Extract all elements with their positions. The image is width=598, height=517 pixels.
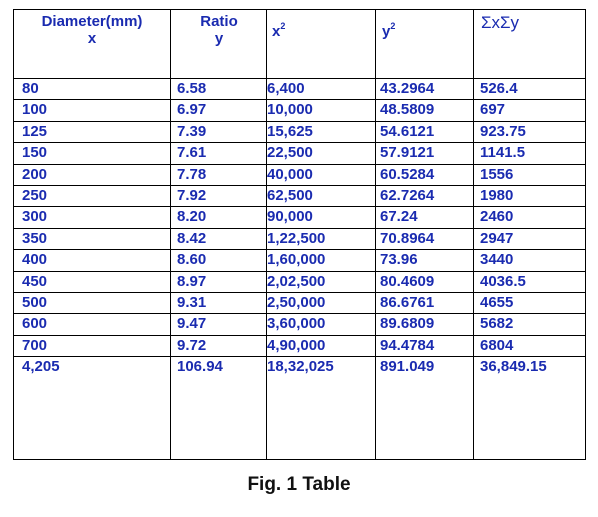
- table-cell: 57.9121: [380, 144, 435, 162]
- row-divider: [14, 335, 585, 336]
- table-cell: 200: [22, 165, 48, 183]
- row-divider: [14, 206, 585, 207]
- row-divider: [14, 292, 585, 293]
- table-cell: 60.5284: [380, 165, 435, 183]
- row-divider: [14, 356, 585, 357]
- total-cell: 18,32,025: [267, 358, 334, 376]
- table-cell: 9.47: [177, 315, 207, 333]
- total-cell: 891.049: [380, 358, 435, 376]
- header-y-squared-base: y: [382, 23, 391, 40]
- table-cell: 7.92: [177, 187, 207, 204]
- row-divider: [14, 99, 585, 100]
- table-cell: 6804: [480, 336, 514, 354]
- table-cell: 6.58: [177, 80, 207, 97]
- row-divider: [14, 78, 585, 79]
- table-cell: 6.97: [177, 101, 207, 119]
- total-cell: 4,205: [22, 358, 60, 376]
- header-y-squared-exp: 2: [390, 21, 396, 31]
- table-cell: 9.31: [177, 294, 207, 311]
- row-divider: [14, 121, 585, 122]
- table-cell: 923.75: [480, 122, 526, 140]
- table-cell: 5682: [480, 315, 514, 333]
- header-x-squared-base: x: [272, 23, 281, 40]
- table-cell: 1141.5: [480, 144, 526, 162]
- table-cell: 8.97: [177, 272, 207, 290]
- table-cell: 48.5809: [380, 101, 435, 119]
- table-cell: 94.4784: [380, 336, 435, 354]
- table-cell: 54.6121: [380, 122, 435, 140]
- table-cell: 1,22,500: [267, 229, 326, 247]
- table-cell: 700: [22, 336, 48, 354]
- table-cell: 8.20: [177, 208, 207, 226]
- table-cell: 2,50,000: [267, 294, 326, 311]
- table-cell: 526.4: [480, 80, 518, 97]
- row-divider: [14, 271, 585, 272]
- header-y-squared: [382, 18, 395, 40]
- table-cell: 4,90,000: [267, 336, 326, 354]
- header-x-squared-exp: 2: [280, 21, 286, 31]
- table-cell: 125: [22, 122, 48, 140]
- total-cell: 106.94: [177, 358, 223, 376]
- table-cell: 70.8964: [380, 229, 435, 247]
- table-cell: 7.61: [177, 144, 207, 162]
- table-cell: 9.72: [177, 336, 207, 354]
- table-cell: 10,000: [267, 101, 313, 119]
- table-cell: 600: [22, 315, 48, 333]
- header-diameter: [18, 13, 166, 47]
- total-cell: 36,849.15: [480, 358, 547, 376]
- table-cell: 80: [22, 80, 39, 97]
- table-cell: 1556: [480, 165, 514, 183]
- table-cell: 2460: [480, 208, 514, 226]
- table-caption: Fig. 1 Table: [247, 474, 351, 495]
- header-ratio: [174, 13, 264, 47]
- table-cell: 89.6809: [380, 315, 435, 333]
- table-cell: 15,625: [267, 122, 313, 140]
- table-cell: 3,60,000: [267, 315, 326, 333]
- table-cell: 73.96: [380, 251, 418, 269]
- table-cell: 1980: [480, 187, 514, 204]
- table-cell: 62,500: [267, 187, 313, 204]
- table-cell: 1,60,000: [267, 251, 326, 269]
- table-cell: 67.24: [380, 208, 418, 226]
- header-ratio-var: y: [214, 30, 224, 47]
- table-cell: 300: [22, 208, 48, 226]
- row-divider: [14, 185, 585, 186]
- table-cell: 7.78: [177, 165, 207, 183]
- table-cell: 450: [22, 272, 48, 290]
- table-cell: 6,400: [267, 80, 305, 97]
- row-divider: [14, 249, 585, 250]
- row-divider: [14, 164, 585, 165]
- table-cell: 3440: [480, 251, 514, 269]
- header-sum-product: ΣxΣy: [481, 13, 520, 32]
- table-cell: 8.60: [177, 251, 207, 269]
- row-divider: [14, 313, 585, 314]
- header-diameter-label: Diameter(mm): [41, 13, 143, 30]
- header-x-squared: [272, 18, 285, 40]
- header-ratio-label: Ratio: [200, 13, 238, 30]
- table-cell: 350: [22, 229, 48, 247]
- table-cell: 697: [480, 101, 506, 119]
- row-divider: [14, 142, 585, 143]
- data-table: [13, 9, 586, 460]
- table-cell: 2947: [480, 229, 514, 247]
- table-cell: 22,500: [267, 144, 313, 162]
- table-cell: 40,000: [267, 165, 313, 183]
- table-cell: 150: [22, 144, 48, 162]
- table-cell: 100: [22, 101, 48, 119]
- table-cell: 43.2964: [380, 80, 435, 97]
- table-cell: 80.4609: [380, 272, 435, 290]
- table-cell: 250: [22, 187, 48, 204]
- row-divider: [14, 228, 585, 229]
- table-cell: 4036.5: [480, 272, 526, 290]
- table-cell: 500: [22, 294, 48, 311]
- table-cell: 7.39: [177, 122, 207, 140]
- table-cell: 8.42: [177, 229, 207, 247]
- table-cell: 62.7264: [380, 187, 435, 204]
- table-cell: 2,02,500: [267, 272, 326, 290]
- table-cell: 400: [22, 251, 48, 269]
- table-cell: 86.6761: [380, 294, 435, 311]
- table-cell: 90,000: [267, 208, 313, 226]
- table-cell: 4655: [480, 294, 514, 311]
- header-diameter-var: x: [87, 30, 97, 47]
